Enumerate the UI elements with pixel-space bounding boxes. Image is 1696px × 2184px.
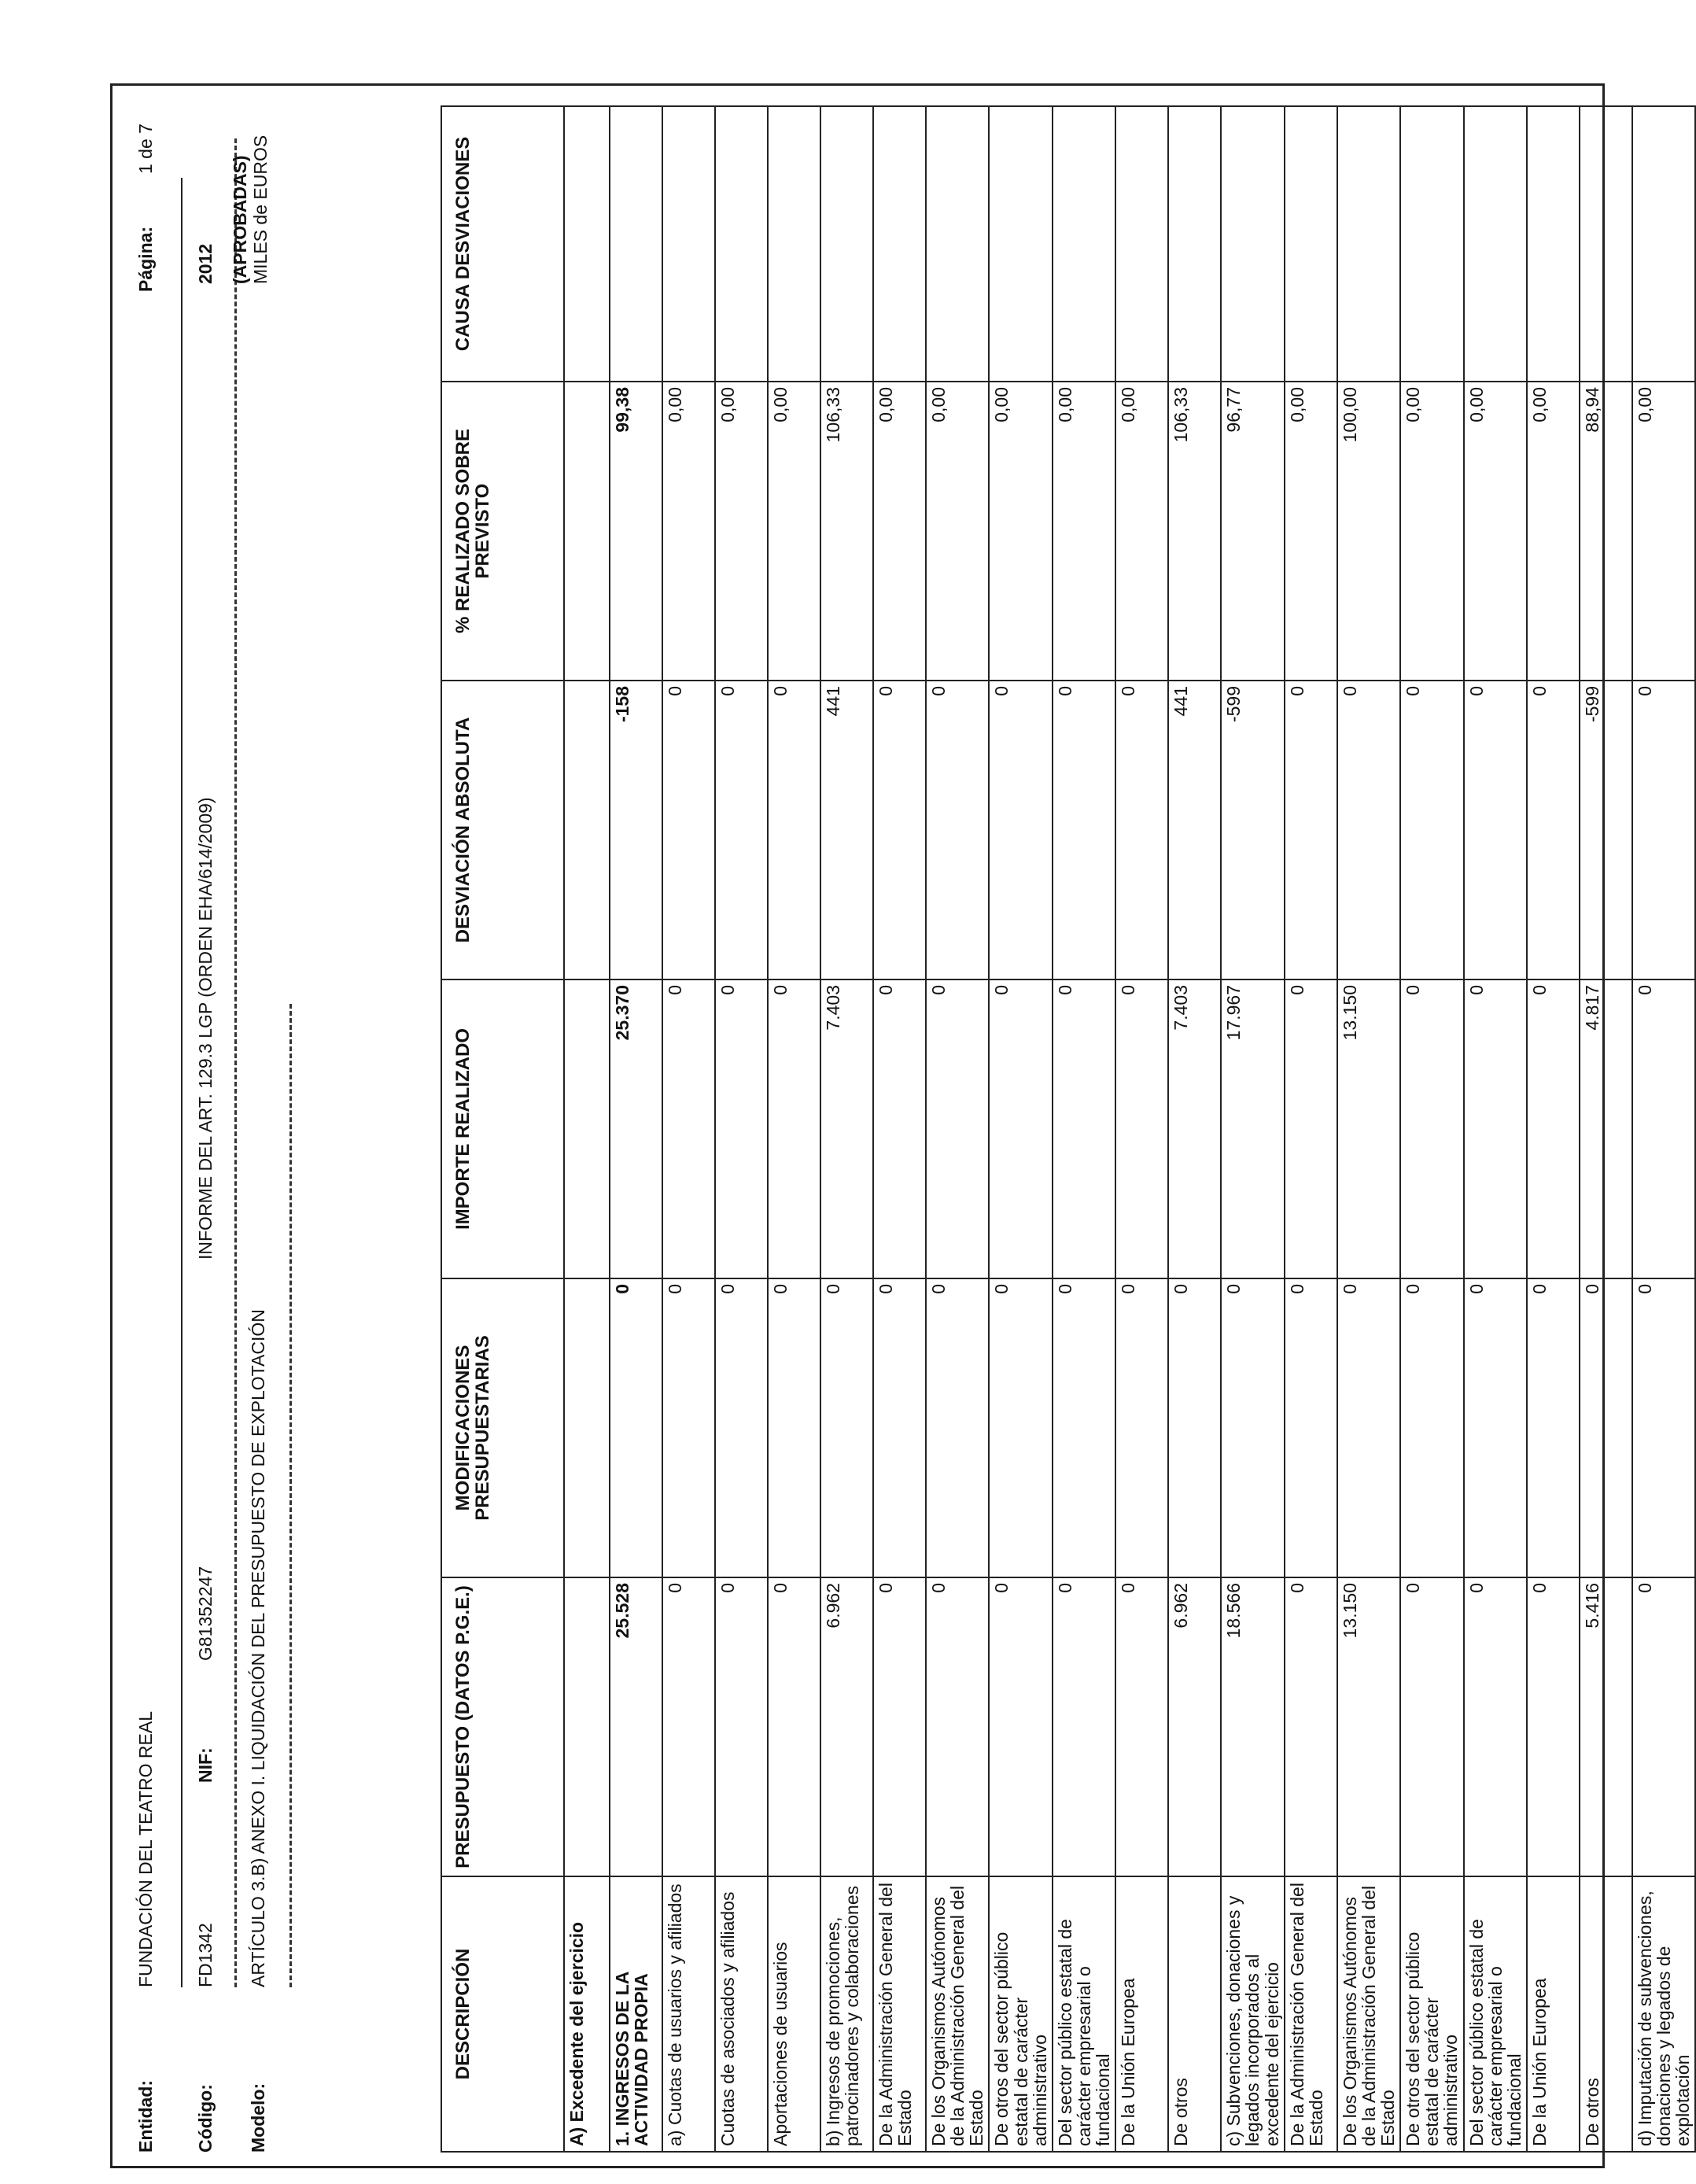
- cell-descripcion: Del sector público estatal de carácter empresarial o fundacional: [1464, 1876, 1527, 2152]
- table-row: [873, 106, 926, 2152]
- cell-modificaciones: 0: [1400, 1278, 1463, 1577]
- section-cell: [564, 382, 610, 681]
- col-presupuesto: PRESUPUESTO (DATOS P.G.E.): [441, 1577, 564, 1876]
- status-label: (APROBADAS): [230, 155, 250, 284]
- table-row: [1053, 106, 1115, 2152]
- cell-modificaciones: 0: [715, 1278, 768, 1577]
- section-cell: [564, 1278, 610, 1577]
- cell-causa: [926, 106, 989, 382]
- cell-modificaciones: 0: [610, 1278, 662, 1577]
- cell-presupuesto: 0: [1464, 1577, 1527, 1876]
- section-title: A) Excedente del ejercicio: [564, 1876, 610, 2152]
- entidad-label: Entidad:: [135, 2080, 156, 2153]
- cell-porcentaje: 0,00: [662, 382, 715, 681]
- cell-desviacion: 0: [1285, 681, 1337, 979]
- cell-modificaciones: 0: [1580, 1278, 1632, 1577]
- cell-modificaciones: 0: [768, 1278, 820, 1577]
- cell-desviacion: 0: [662, 681, 715, 979]
- cell-causa: [1053, 106, 1115, 382]
- cell-modificaciones: 0: [1053, 1278, 1115, 1577]
- cell-presupuesto: 0: [715, 1577, 768, 1876]
- cell-descripcion: De la Administración General del Estado: [1285, 1876, 1337, 2152]
- cell-desviacion: 0: [989, 681, 1052, 979]
- cell-porcentaje: 106,33: [1168, 382, 1221, 681]
- cell-desviacion: 0: [1632, 681, 1695, 979]
- modelo-label: Modelo:: [248, 2083, 268, 2153]
- cell-porcentaje: 0,00: [1632, 382, 1695, 681]
- cell-modificaciones: 0: [662, 1278, 715, 1577]
- cell-importe-realizado: 25.370: [610, 979, 662, 1278]
- table-row: [768, 106, 820, 2152]
- cell-porcentaje: 0,00: [1527, 382, 1580, 681]
- cell-desviacion: 0: [1337, 681, 1400, 979]
- cell-causa: [1632, 106, 1695, 382]
- cell-descripcion: De la Administración General del Estado: [873, 1876, 926, 2152]
- cell-desviacion: 0: [1464, 681, 1527, 979]
- cell-porcentaje: 100,00: [1337, 382, 1400, 681]
- cell-presupuesto: 18.566: [1221, 1577, 1284, 1876]
- cell-porcentaje: 0,00: [873, 382, 926, 681]
- section-cell: [564, 681, 610, 979]
- table-body: [564, 106, 1695, 2152]
- cell-causa: [1400, 106, 1463, 382]
- modelo-value: ARTÍCULO 3.B) ANEXO I. LIQUIDACIÓN DEL PRESUPUESTO DE EXPLOTACIÓN: [248, 1309, 268, 1987]
- cell-causa: [662, 106, 715, 382]
- pagina-label: Página:: [135, 226, 156, 292]
- col-modificaciones: MODIFICACIONES PRESUPUESTARIAS: [441, 1278, 564, 1577]
- cell-descripcion: Cuotas de asociados y afiliados: [715, 1876, 768, 2152]
- budget-table: [441, 105, 1696, 2153]
- pagina-value: 1 de 7: [135, 124, 156, 174]
- cell-desviacion: 0: [768, 681, 820, 979]
- cell-desviacion: 441: [820, 681, 873, 979]
- cell-presupuesto: 6.962: [820, 1577, 873, 1876]
- cell-importe-realizado: 0: [768, 979, 820, 1278]
- cell-causa: [820, 106, 873, 382]
- table-header-row: [441, 106, 564, 2152]
- cell-desviacion: 0: [926, 681, 989, 979]
- cell-presupuesto: 0: [1632, 1577, 1695, 1876]
- table-row: [610, 106, 662, 2152]
- cell-modificaciones: 0: [1115, 1278, 1168, 1577]
- cell-causa: [1285, 106, 1337, 382]
- table-row: [1527, 106, 1580, 2152]
- cell-modificaciones: 0: [1221, 1278, 1284, 1577]
- dashed-rule-1: [234, 138, 237, 1987]
- cell-porcentaje: 96,77: [1221, 382, 1284, 681]
- table-row: [1580, 106, 1632, 2152]
- cell-importe-realizado: 17.967: [1221, 979, 1284, 1278]
- cell-modificaciones: 0: [873, 1278, 926, 1577]
- table-row: [1221, 106, 1284, 2152]
- year-label: 2012: [195, 243, 216, 284]
- cell-causa: [873, 106, 926, 382]
- cell-importe-realizado: 7.403: [820, 979, 873, 1278]
- table-row: [820, 106, 873, 2152]
- cell-descripcion: De la Unión Europea: [1115, 1876, 1168, 2152]
- nif-label: NIF:: [195, 1747, 216, 1783]
- cell-presupuesto: 0: [1527, 1577, 1580, 1876]
- codigo-value: FD1342: [195, 1923, 216, 1987]
- cell-presupuesto: 13.150: [1337, 1577, 1400, 1876]
- cell-modificaciones: 0: [989, 1278, 1052, 1577]
- cell-descripcion: b) Ingresos de promociones, patrocinadores y colaboraciones: [820, 1876, 873, 2152]
- cell-modificaciones: 0: [1168, 1278, 1221, 1577]
- cell-importe-realizado: 0: [1632, 979, 1695, 1278]
- cell-importe-realizado: 0: [1527, 979, 1580, 1278]
- cell-causa: [989, 106, 1052, 382]
- cell-presupuesto: 6.962: [1168, 1577, 1221, 1876]
- cell-presupuesto: 0: [1400, 1577, 1463, 1876]
- table-row: [715, 106, 768, 2152]
- cell-presupuesto: 0: [1053, 1577, 1115, 1876]
- cell-desviacion: -599: [1221, 681, 1284, 979]
- table-row: [1168, 106, 1221, 2152]
- cell-causa: [610, 106, 662, 382]
- table-row: [989, 106, 1052, 2152]
- cell-importe-realizado: 0: [1400, 979, 1463, 1278]
- cell-descripcion: d) Imputación de subvenciones, donaciones y legados de explotación: [1632, 1876, 1695, 2152]
- cell-porcentaje: 0,00: [1053, 382, 1115, 681]
- cell-presupuesto: 0: [873, 1577, 926, 1876]
- cell-porcentaje: 0,00: [926, 382, 989, 681]
- cell-desviacion: -158: [610, 681, 662, 979]
- cell-presupuesto: 5.416: [1580, 1577, 1632, 1876]
- section-cell: [564, 106, 610, 382]
- cell-porcentaje: 0,00: [1464, 382, 1527, 681]
- cell-importe-realizado: 0: [715, 979, 768, 1278]
- cell-descripcion: 1. INGRESOS DE LA ACTIVIDAD PROPIA: [610, 1876, 662, 2152]
- cell-importe-realizado: 7.403: [1168, 979, 1221, 1278]
- table-row: [1337, 106, 1400, 2152]
- col-descripcion: DESCRIPCIÓN: [441, 1876, 564, 2152]
- table-row: [926, 106, 989, 2152]
- cell-desviacion: 0: [1115, 681, 1168, 979]
- units-label: MILES de EUROS: [250, 135, 271, 284]
- cell-presupuesto: 0: [1115, 1577, 1168, 1876]
- cell-desviacion: 441: [1168, 681, 1221, 979]
- cell-causa: [715, 106, 768, 382]
- cell-causa: [1337, 106, 1400, 382]
- cell-descripcion: De otros del sector público estatal de carácter administrativo: [1400, 1876, 1463, 2152]
- cell-importe-realizado: 4.817: [1580, 979, 1632, 1278]
- cell-modificaciones: 0: [1632, 1278, 1695, 1577]
- col-desviacion: DESVIACIÓN ABSOLUTA: [441, 681, 564, 979]
- cell-descripcion: De los Organismos Autónomos de la Administración General del Estado: [1337, 1876, 1400, 2152]
- cell-descripcion: De los Organismos Autónomos de la Administración General del Estado: [926, 1876, 989, 2152]
- cell-causa: [1115, 106, 1168, 382]
- cell-modificaciones: 0: [1464, 1278, 1527, 1577]
- codigo-label: Código:: [195, 2084, 216, 2153]
- table-row: [662, 106, 715, 2152]
- cell-presupuesto: 0: [989, 1577, 1052, 1876]
- cell-importe-realizado: 0: [662, 979, 715, 1278]
- cell-desviacion: 0: [873, 681, 926, 979]
- cell-importe-realizado: 0: [1464, 979, 1527, 1278]
- cell-descripcion: De otros: [1168, 1876, 1221, 2152]
- cell-modificaciones: 0: [926, 1278, 989, 1577]
- col-causa: CAUSA DESVIACIONES: [441, 106, 564, 382]
- dashed-rule-2: [289, 1004, 292, 1987]
- cell-causa: [1580, 106, 1632, 382]
- cell-presupuesto: 25.528: [610, 1577, 662, 1876]
- cell-porcentaje: 0,00: [1400, 382, 1463, 681]
- cell-porcentaje: 106,33: [820, 382, 873, 681]
- cell-causa: [1464, 106, 1527, 382]
- cell-modificaciones: 0: [1527, 1278, 1580, 1577]
- cell-modificaciones: 0: [1285, 1278, 1337, 1577]
- cell-importe-realizado: 0: [1285, 979, 1337, 1278]
- cell-porcentaje: 88,94: [1580, 382, 1632, 681]
- cell-descripcion: Del sector público estatal de carácter empresarial o fundacional: [1053, 1876, 1115, 2152]
- section-row: [564, 106, 610, 2152]
- nif-value: G81352247: [195, 1566, 216, 1661]
- section-cell: [564, 979, 610, 1278]
- table-row: [1464, 106, 1527, 2152]
- table-row: [1400, 106, 1463, 2152]
- informe-title: INFORME DEL ART. 129.3 LGP (ORDEN EHA/614/2009): [195, 797, 216, 1260]
- col-importe-realizado: IMPORTE REALIZADO: [441, 979, 564, 1278]
- table-row: [1115, 106, 1168, 2152]
- table-row: [1632, 106, 1695, 2152]
- cell-causa: [1221, 106, 1284, 382]
- table-row: [1285, 106, 1337, 2152]
- cell-presupuesto: 0: [926, 1577, 989, 1876]
- cell-causa: [768, 106, 820, 382]
- cell-descripcion: De otros: [1580, 1876, 1632, 2152]
- cell-porcentaje: 0,00: [715, 382, 768, 681]
- col-porcentaje: % REALIZADO SOBRE PREVISTO: [441, 382, 564, 681]
- cell-importe-realizado: 0: [926, 979, 989, 1278]
- cell-importe-realizado: 0: [873, 979, 926, 1278]
- cell-porcentaje: 0,00: [768, 382, 820, 681]
- cell-importe-realizado: 0: [1115, 979, 1168, 1278]
- cell-descripcion: a) Cuotas de usuarios y afiliados: [662, 1876, 715, 2152]
- cell-porcentaje: 0,00: [1115, 382, 1168, 681]
- cell-descripcion: Aportaciones de usuarios: [768, 1876, 820, 2152]
- cell-desviacion: 0: [1053, 681, 1115, 979]
- section-cell: [564, 1577, 610, 1876]
- cell-desviacion: -599: [1580, 681, 1632, 979]
- cell-porcentaje: 0,00: [1285, 382, 1337, 681]
- cell-modificaciones: 0: [1337, 1278, 1400, 1577]
- cell-presupuesto: 0: [662, 1577, 715, 1876]
- cell-importe-realizado: 0: [1053, 979, 1115, 1278]
- cell-descripcion: De la Unión Europea: [1527, 1876, 1580, 2152]
- cell-importe-realizado: 13.150: [1337, 979, 1400, 1278]
- cell-modificaciones: 0: [820, 1278, 873, 1577]
- cell-causa: [1527, 106, 1580, 382]
- cell-desviacion: 0: [715, 681, 768, 979]
- cell-causa: [1168, 106, 1221, 382]
- cell-porcentaje: 0,00: [989, 382, 1052, 681]
- cell-desviacion: 0: [1527, 681, 1580, 979]
- cell-descripcion: c) Subvenciones, donaciones y legados incorporados al excedente del ejercicio: [1221, 1876, 1284, 2152]
- cell-descripcion: De otros del sector público estatal de carácter administrativo: [989, 1876, 1052, 2152]
- cell-importe-realizado: 0: [989, 979, 1052, 1278]
- entidad-value: FUNDACIÓN DEL TEATRO REAL: [135, 1710, 156, 1987]
- header-rule: [181, 178, 183, 1987]
- cell-presupuesto: 0: [768, 1577, 820, 1876]
- cell-porcentaje: 99,38: [610, 382, 662, 681]
- cell-desviacion: 0: [1400, 681, 1463, 979]
- cell-presupuesto: 0: [1285, 1577, 1337, 1876]
